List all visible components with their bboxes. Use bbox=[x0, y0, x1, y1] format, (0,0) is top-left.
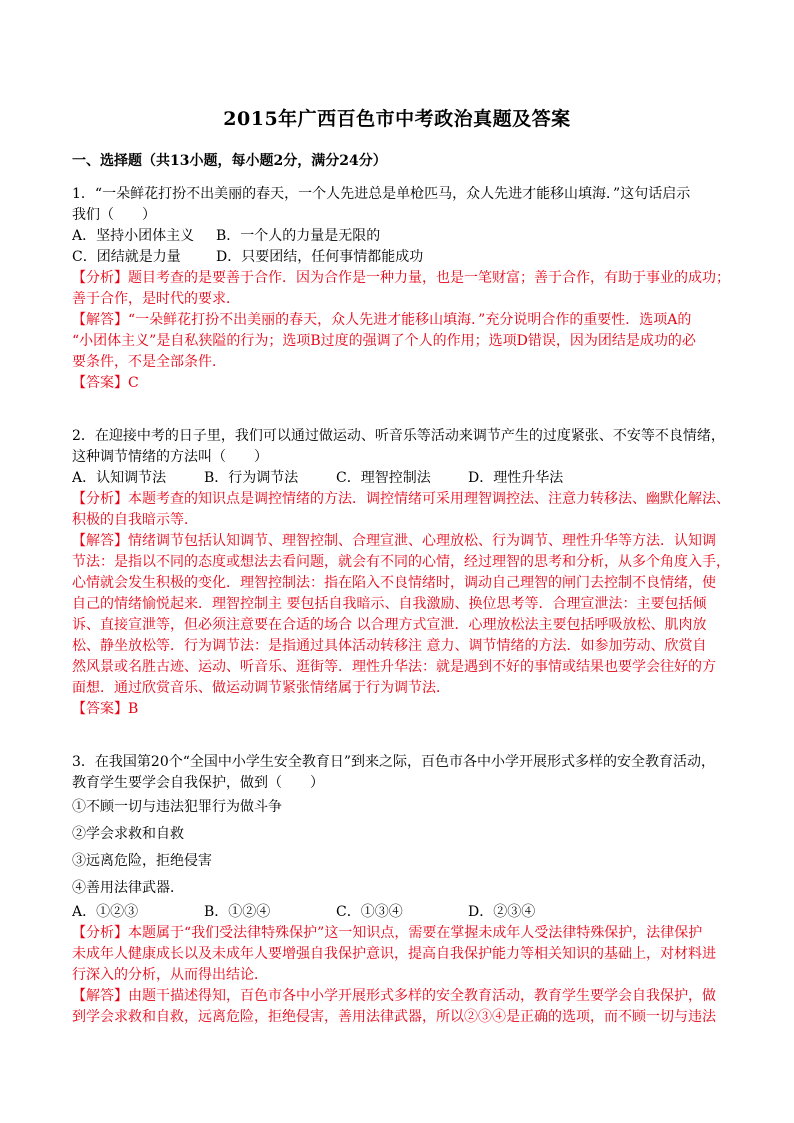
q1-stem-line-2: 我们（ ） bbox=[72, 207, 156, 223]
q3-solution-text-1: 由题干描述得知，百色市各中小学开展形式多样的安全教育活动，教育学生要学会自我保护，做 bbox=[128, 988, 716, 1004]
q2-solution-tag: 【解答】 bbox=[72, 533, 128, 549]
q1-answer-line bbox=[72, 373, 732, 394]
q1-analysis-text-1: 题目考查的是要善于合作．因为合作是一种力量，也是一笔财富；善于合作，有助于事业的成功； bbox=[128, 270, 730, 286]
q2-options-row bbox=[72, 468, 732, 489]
q2-solution-line-7: 然风景或名胜古迹、运动、听音乐、逛街等．理性升华法：就是遇到不好的事情或结果也要学会往好的方 bbox=[72, 659, 716, 675]
q2-stem-line-2: 这种调节情绪的方法叫（ ） bbox=[72, 449, 268, 465]
q2-stem-line-1: 2．在迎接中考的日子里，我们可以通过做运动、听音乐等活动来调节产生的过度紧张、不安等不良情绪， bbox=[72, 428, 725, 444]
q2-solution-line-2: 节法：是指以不同的态度或想法去看问题，就会有不同的心情，经过理智的思考和分析，从多个角度入手， bbox=[72, 554, 730, 570]
q3-stem-line-1: 3．在我国第20个“全国中小学生安全教育日”到来之际，百色市各中小学开展形式多样的安全教育活动， bbox=[72, 754, 716, 770]
q1-option-a: A．坚持小团体主义 bbox=[72, 228, 195, 244]
q1-options-row-2 bbox=[72, 247, 732, 268]
q3-option-d: D．②③④ bbox=[468, 904, 536, 920]
q1-solution-line-3: 要条件，不是全部条件． bbox=[72, 354, 226, 370]
q2-solution-text-1: 情绪调节包括认知调节、理智控制、合理宣泄、心理放松、行为调节、理性升华等方法．认知调 bbox=[128, 533, 716, 549]
q2-analysis-text-1: 本题考查的知识点是调控情绪的方法．调控情绪可采用理智调控法、注意力转移法、幽默化解法、 bbox=[128, 491, 730, 507]
q2-answer-tag: 【答案】 bbox=[72, 701, 128, 717]
q1-options-row-1 bbox=[72, 226, 732, 247]
question-3 bbox=[72, 752, 732, 1028]
q2-option-b: B．行为调节法 bbox=[204, 470, 299, 486]
q3-analysis-tag: 【分析】 bbox=[72, 925, 128, 941]
q3-solution-line-2: 到学会求救和自救，远离危险，拒绝侵害，善用法律武器，所以②③④是正确的选项，而不顾一切与违法 bbox=[72, 1009, 716, 1025]
q3-solution-line-1 bbox=[72, 986, 732, 1007]
q2-solution-line-6: 松、静坐放松等．行为调节法：是指通过具体活动转移注 意力、调节情绪的方法．如参加劳动、欣赏自 bbox=[72, 638, 707, 654]
q2-answer-line bbox=[72, 699, 732, 720]
q3-analysis-text-1: 本题属于“我们受法律特殊保护”这一知识点，需要在掌握未成年人受法律特殊保护，法律保护 bbox=[128, 925, 703, 941]
q2-solution-line-5: 诉、直接宣泄等，但必须注意要在合适的场合 以合理方式宣泄．心理放松法主要包括呼吸放松、肌肉放 bbox=[72, 617, 707, 633]
q3-analysis-line-1 bbox=[72, 923, 732, 944]
q1-solution-text-1: “一朵鲜花打扮不出美丽的春天，众人先进才能移山填海．”充分说明合作的重要性．选项A的 bbox=[128, 312, 692, 328]
q2-analysis-tag: 【分析】 bbox=[72, 491, 128, 507]
q2-option-d: D．理性升华法 bbox=[468, 470, 564, 486]
q2-analysis-line-1 bbox=[72, 489, 732, 510]
q3-stem-line-2: 教育学生要学会自我保护，做到（ ） bbox=[72, 775, 324, 791]
q1-answer-tag: 【答案】 bbox=[72, 375, 128, 391]
q1-solution-tag: 【解答】 bbox=[72, 312, 128, 328]
q1-solution-line-2: “小团体主义”是自私狭隘的行为；选项B过度的强调了个人的作用；选项D错误，因为团结是成功的必 bbox=[72, 333, 696, 349]
q3-options-row bbox=[72, 902, 732, 923]
q2-option-a: A．认知调节法 bbox=[72, 470, 167, 486]
q3-option-a: A．①②③ bbox=[72, 904, 139, 920]
q1-solution-line-1 bbox=[72, 310, 732, 331]
section-heading: 一、选择题（共13小题，每小题2分，满分24分） bbox=[72, 153, 387, 169]
q2-solution-line-8: 面想．通过欣赏音乐、做运动调节紧张情绪属于行为调节法． bbox=[72, 680, 450, 696]
q3-option-c: C．①③④ bbox=[336, 904, 403, 920]
q1-stem-line-1: 1．“一朵鲜花打扮不出美丽的春天，一个人先进总是单枪匹马，众人先进才能移山填海．”这句话启示 bbox=[72, 186, 691, 202]
q3-item-3: ③远离危险，拒绝侵害 bbox=[72, 853, 212, 869]
q1-option-c: C．团结就是力量 bbox=[72, 249, 181, 265]
q1-option-d: D．只要团结，任何事情都能成功 bbox=[216, 249, 424, 265]
q3-solution-tag: 【解答】 bbox=[72, 988, 128, 1004]
question-2 bbox=[72, 426, 732, 720]
q2-solution-line-3: 心情就会发生积极的变化．理智控制法：指在陷入不良情绪时，调动自己理智的闸门去控制不良情绪，使 bbox=[72, 575, 716, 591]
q2-analysis-line-2: 积极的自我暗示等． bbox=[72, 512, 198, 528]
q3-analysis-line-3: 行深入的分析，从而得出结论． bbox=[72, 967, 268, 983]
q1-analysis-line-2: 善于合作，是时代的要求． bbox=[72, 291, 240, 307]
q2-option-c: C．理智控制法 bbox=[336, 470, 431, 486]
q1-answer: C bbox=[128, 375, 139, 391]
q2-solution-line-1 bbox=[72, 531, 732, 552]
q1-analysis-tag: 【分析】 bbox=[72, 270, 128, 286]
q1-option-b: B．一个人的力量是无限的 bbox=[216, 228, 381, 244]
q2-answer: B bbox=[128, 701, 139, 717]
q3-item-1: ①不顾一切与违法犯罪行为做斗争 bbox=[72, 799, 282, 815]
page-title: 2015年广西百色市中考政治真题及答案 bbox=[223, 108, 571, 130]
q3-analysis-line-2: 未成年人健康成长以及未成年人要增强自我保护意识，提高自我保护能力等相关知识的基础上，对材料进 bbox=[72, 946, 716, 962]
q3-option-b: B．①②④ bbox=[204, 904, 271, 920]
question-1 bbox=[72, 184, 732, 394]
q1-analysis-line-1 bbox=[72, 268, 732, 289]
q2-solution-line-4: 自己的情绪愉悦起来．理智控制主 要包括自我暗示、自我激励、换位思考等．合理宣泄法：主要包括倾 bbox=[72, 596, 707, 612]
q3-item-2: ②学会求救和自救 bbox=[72, 826, 184, 842]
q3-item-4: ④善用法律武器． bbox=[72, 880, 184, 896]
